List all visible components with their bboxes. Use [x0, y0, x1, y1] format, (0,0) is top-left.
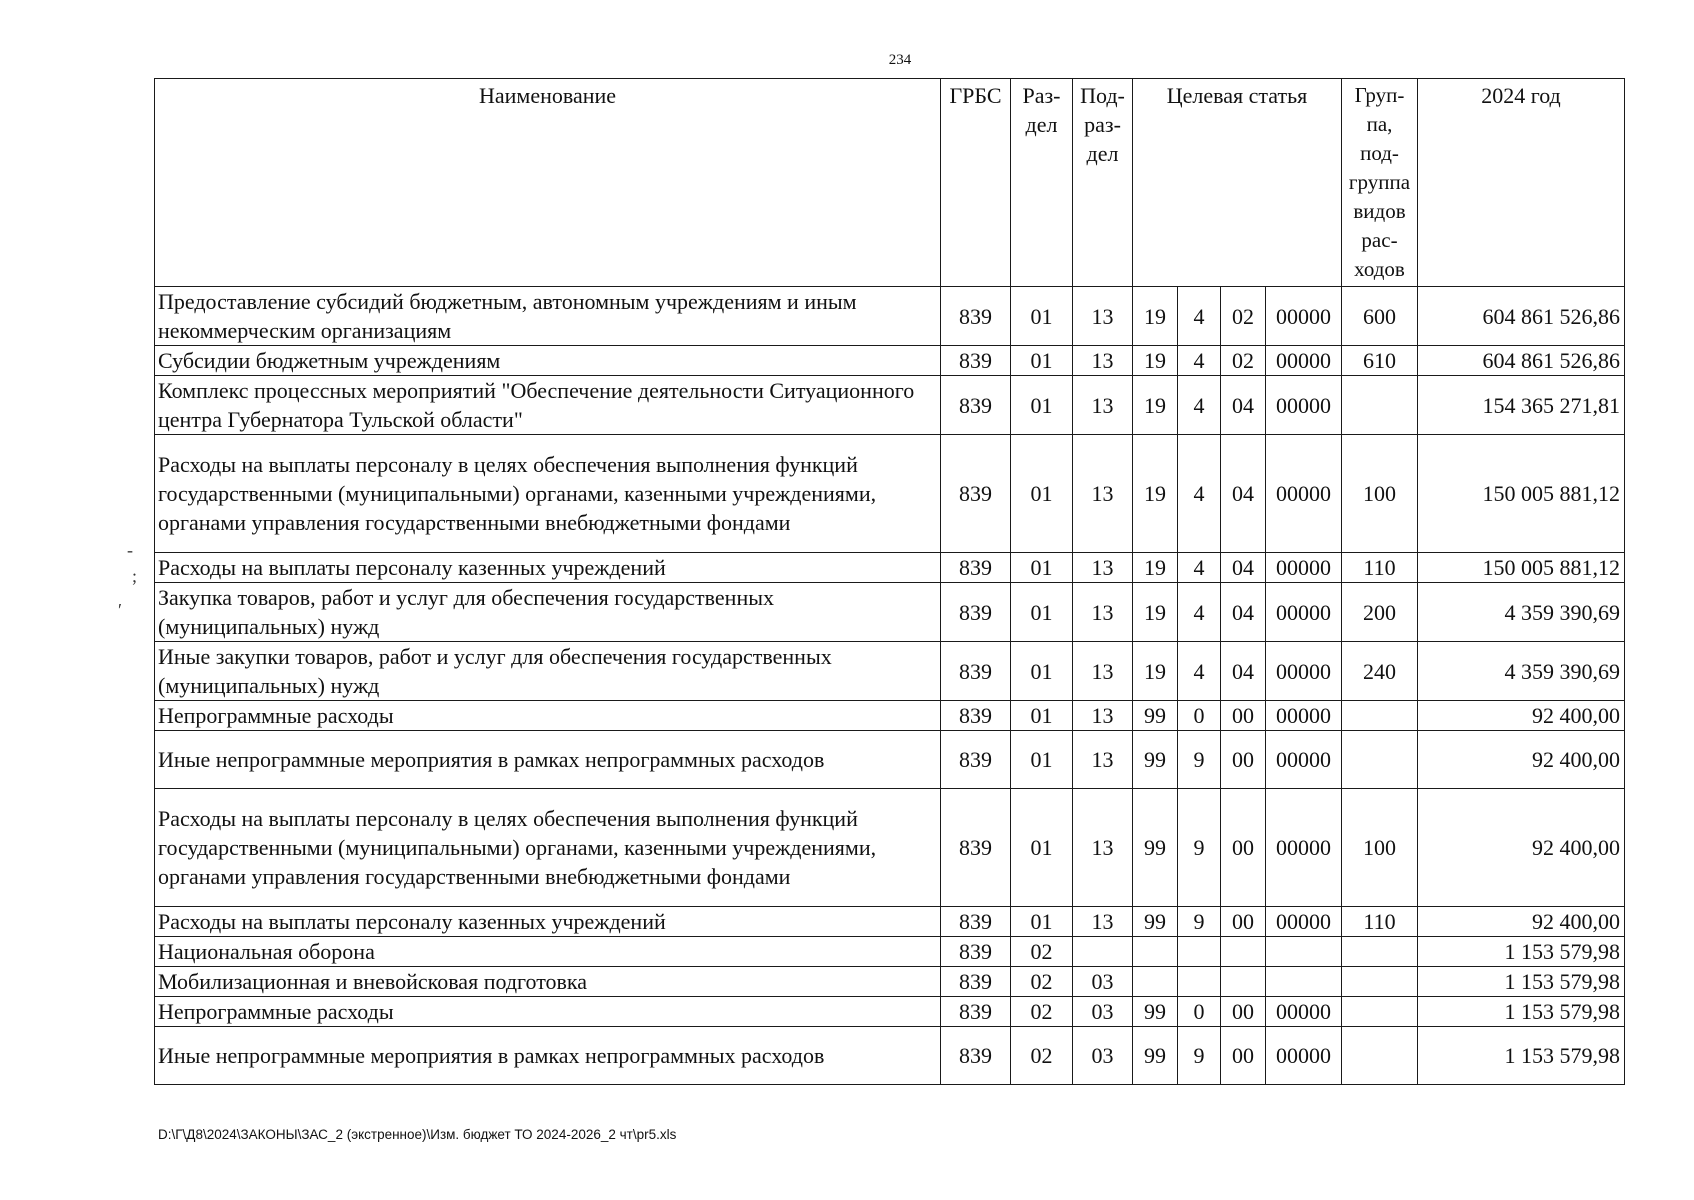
header-podrazdel: Под- раз- дел — [1073, 79, 1133, 287]
row-podrazdel: 13 — [1073, 346, 1133, 376]
row-target-program: 99 — [1133, 1027, 1178, 1085]
row-target-subprogram: 00 — [1221, 731, 1266, 789]
header-name: Наименование — [155, 79, 941, 287]
row-grbs: 839 — [941, 376, 1011, 435]
row-target-subprogram: 04 — [1221, 642, 1266, 701]
row-podrazdel: 13 — [1073, 287, 1133, 346]
row-amount-2024: 4 359 390,69 — [1418, 642, 1625, 701]
row-target-subprogram: 04 — [1221, 435, 1266, 553]
row-amount-2024: 150 005 881,12 — [1418, 435, 1625, 553]
table-row — [155, 583, 1625, 642]
row-name: Расходы на выплаты персоналу казенных учреждений — [155, 553, 941, 583]
table-header-row — [155, 79, 1625, 287]
row-amount-2024: 1 153 579,98 — [1418, 997, 1625, 1027]
row-amount-2024: 604 861 526,86 — [1418, 287, 1625, 346]
table-row — [155, 789, 1625, 907]
row-grbs: 839 — [941, 701, 1011, 731]
row-expense-group: 110 — [1342, 553, 1418, 583]
row-podrazdel — [1073, 937, 1133, 967]
row-target-subprogram: 02 — [1221, 346, 1266, 376]
row-name: Иные непрограммные мероприятия в рамках непрограммных расходов — [155, 1027, 941, 1085]
row-target-type — [1178, 937, 1221, 967]
row-target-subprogram — [1221, 967, 1266, 997]
row-target-type: 4 — [1178, 435, 1221, 553]
row-name: Предоставление субсидий бюджетным, автономным учреждениям и иным некоммерческим организациям — [155, 287, 941, 346]
row-expense-group: 240 — [1342, 642, 1418, 701]
row-target-program: 99 — [1133, 789, 1178, 907]
row-grbs: 839 — [941, 553, 1011, 583]
row-grbs: 839 — [941, 907, 1011, 937]
row-grbs: 839 — [941, 967, 1011, 997]
table-row — [155, 287, 1625, 346]
row-podrazdel: 13 — [1073, 907, 1133, 937]
row-target-type: 9 — [1178, 907, 1221, 937]
row-target-direction: 00000 — [1266, 553, 1342, 583]
row-target-program: 19 — [1133, 583, 1178, 642]
row-podrazdel: 13 — [1073, 701, 1133, 731]
row-target-type: 4 — [1178, 287, 1221, 346]
header-grbs: ГРБС — [941, 79, 1011, 287]
row-target-direction: 00000 — [1266, 997, 1342, 1027]
row-target-subprogram: 00 — [1221, 997, 1266, 1027]
row-podrazdel: 13 — [1073, 583, 1133, 642]
row-amount-2024: 604 861 526,86 — [1418, 346, 1625, 376]
row-name: Расходы на выплаты персоналу в целях обеспечения выполнения функций государственными (муниципальными) органами, казенными учреждениями, органами управления государственными внебюджетными фондами — [155, 435, 941, 553]
row-target-program: 19 — [1133, 376, 1178, 435]
row-expense-group: 200 — [1342, 583, 1418, 642]
row-razdel: 01 — [1011, 376, 1073, 435]
row-razdel: 01 — [1011, 346, 1073, 376]
row-target-direction: 00000 — [1266, 789, 1342, 907]
row-target-direction — [1266, 967, 1342, 997]
row-expense-group — [1342, 1027, 1418, 1085]
row-expense-group: 100 — [1342, 789, 1418, 907]
header-target: Целевая статья — [1133, 79, 1342, 287]
row-amount-2024: 1 153 579,98 — [1418, 937, 1625, 967]
row-razdel: 01 — [1011, 287, 1073, 346]
row-target-direction: 00000 — [1266, 287, 1342, 346]
row-grbs: 839 — [941, 731, 1011, 789]
table-row — [155, 553, 1625, 583]
row-target-type: 0 — [1178, 701, 1221, 731]
row-target-type: 9 — [1178, 1027, 1221, 1085]
row-razdel: 02 — [1011, 1027, 1073, 1085]
row-amount-2024: 92 400,00 — [1418, 907, 1625, 937]
row-podrazdel: 03 — [1073, 1027, 1133, 1085]
row-target-program: 19 — [1133, 287, 1178, 346]
row-target-type — [1178, 967, 1221, 997]
row-target-type: 0 — [1178, 997, 1221, 1027]
row-amount-2024: 92 400,00 — [1418, 731, 1625, 789]
row-podrazdel: 13 — [1073, 789, 1133, 907]
row-name: Мобилизационная и вневойсковая подготовка — [155, 967, 941, 997]
row-name: Иные непрограммные мероприятия в рамках непрограммных расходов — [155, 731, 941, 789]
row-grbs: 839 — [941, 346, 1011, 376]
row-razdel: 01 — [1011, 907, 1073, 937]
row-target-direction: 00000 — [1266, 1027, 1342, 1085]
row-target-type: 4 — [1178, 583, 1221, 642]
row-amount-2024: 150 005 881,12 — [1418, 553, 1625, 583]
row-target-type: 4 — [1178, 642, 1221, 701]
row-target-subprogram: 00 — [1221, 789, 1266, 907]
row-name: Иные закупки товаров, работ и услуг для обеспечения государственных (муниципальных) нужд — [155, 642, 941, 701]
row-grbs: 839 — [941, 583, 1011, 642]
table-row — [155, 701, 1625, 731]
row-razdel: 02 — [1011, 967, 1073, 997]
row-grbs: 839 — [941, 937, 1011, 967]
row-razdel: 01 — [1011, 701, 1073, 731]
table-row — [155, 435, 1625, 553]
table-body — [155, 287, 1625, 1085]
row-target-subprogram: 04 — [1221, 376, 1266, 435]
row-target-program: 19 — [1133, 642, 1178, 701]
row-amount-2024: 92 400,00 — [1418, 789, 1625, 907]
row-grbs: 839 — [941, 642, 1011, 701]
row-name: Комплекс процессных мероприятий "Обеспечение деятельности Ситуационного центра Губернатора Тульской области" — [155, 376, 941, 435]
margin-mark: ′ — [118, 600, 122, 620]
row-target-type: 4 — [1178, 346, 1221, 376]
row-target-program: 99 — [1133, 907, 1178, 937]
footer-file-path: D:\Г\Д8\2024\ЗАКОНЫ\ЗАС_2 (экстренное)\Изм. бюджет ТО 2024-2026_2 чт\pr5.xls — [158, 1127, 677, 1142]
row-target-subprogram: 00 — [1221, 701, 1266, 731]
row-amount-2024: 154 365 271,81 — [1418, 376, 1625, 435]
row-target-type: 9 — [1178, 731, 1221, 789]
row-target-program — [1133, 967, 1178, 997]
row-target-program — [1133, 937, 1178, 967]
header-razdel: Раз- дел — [1011, 79, 1073, 287]
row-target-subprogram: 02 — [1221, 287, 1266, 346]
table-row — [155, 997, 1625, 1027]
page-number: 234 — [888, 52, 912, 68]
row-razdel: 01 — [1011, 642, 1073, 701]
row-expense-group — [1342, 701, 1418, 731]
table-row — [155, 967, 1625, 997]
row-target-direction: 00000 — [1266, 346, 1342, 376]
row-expense-group: 600 — [1342, 287, 1418, 346]
row-target-subprogram: 00 — [1221, 907, 1266, 937]
row-podrazdel: 13 — [1073, 376, 1133, 435]
row-target-subprogram: 04 — [1221, 553, 1266, 583]
row-expense-group — [1342, 937, 1418, 967]
table-row — [155, 376, 1625, 435]
row-target-subprogram: 04 — [1221, 583, 1266, 642]
table-row — [155, 346, 1625, 376]
row-expense-group — [1342, 967, 1418, 997]
row-target-subprogram: 00 — [1221, 1027, 1266, 1085]
row-razdel: 02 — [1011, 937, 1073, 967]
row-amount-2024: 92 400,00 — [1418, 701, 1625, 731]
budget-table — [154, 78, 1625, 1085]
row-target-direction — [1266, 937, 1342, 967]
row-name: Расходы на выплаты персоналу в целях обеспечения выполнения функций государственными (муниципальными) органами, казенными учреждениями, органами управления государственными внебюджетными фондами — [155, 789, 941, 907]
row-grbs: 839 — [941, 435, 1011, 553]
row-target-direction: 00000 — [1266, 642, 1342, 701]
row-razdel: 01 — [1011, 435, 1073, 553]
row-amount-2024: 4 359 390,69 — [1418, 583, 1625, 642]
row-amount-2024: 1 153 579,98 — [1418, 967, 1625, 997]
row-podrazdel: 13 — [1073, 731, 1133, 789]
row-target-program: 99 — [1133, 701, 1178, 731]
row-razdel: 01 — [1011, 731, 1073, 789]
row-target-direction: 00000 — [1266, 731, 1342, 789]
row-target-subprogram — [1221, 937, 1266, 967]
row-razdel: 02 — [1011, 997, 1073, 1027]
row-target-type: 4 — [1178, 376, 1221, 435]
row-expense-group — [1342, 376, 1418, 435]
row-expense-group: 100 — [1342, 435, 1418, 553]
row-target-direction: 00000 — [1266, 701, 1342, 731]
row-name: Непрограммные расходы — [155, 997, 941, 1027]
table-row — [155, 907, 1625, 937]
row-name: Расходы на выплаты персоналу казенных учреждений — [155, 907, 941, 937]
row-grbs: 839 — [941, 997, 1011, 1027]
table-row — [155, 937, 1625, 967]
row-name: Национальная оборона — [155, 937, 941, 967]
row-target-direction: 00000 — [1266, 376, 1342, 435]
row-expense-group: 110 — [1342, 907, 1418, 937]
table-row — [155, 642, 1625, 701]
header-group: Груп- па, под- группа видов рас- ходов — [1342, 79, 1418, 287]
row-grbs: 839 — [941, 1027, 1011, 1085]
row-name: Непрограммные расходы — [155, 701, 941, 731]
row-grbs: 839 — [941, 287, 1011, 346]
row-grbs: 839 — [941, 789, 1011, 907]
row-podrazdel: 03 — [1073, 997, 1133, 1027]
row-target-program: 19 — [1133, 346, 1178, 376]
row-target-program: 19 — [1133, 435, 1178, 553]
row-expense-group: 610 — [1342, 346, 1418, 376]
row-podrazdel: 03 — [1073, 967, 1133, 997]
header-amount: 2024 год — [1418, 79, 1625, 287]
row-expense-group — [1342, 731, 1418, 789]
row-name: Закупка товаров, работ и услуг для обеспечения государственных (муниципальных) нужд — [155, 583, 941, 642]
row-target-program: 19 — [1133, 553, 1178, 583]
row-amount-2024: 1 153 579,98 — [1418, 1027, 1625, 1085]
row-target-direction: 00000 — [1266, 907, 1342, 937]
row-razdel: 01 — [1011, 553, 1073, 583]
row-name: Субсидии бюджетным учреждениям — [155, 346, 941, 376]
row-expense-group — [1342, 997, 1418, 1027]
row-podrazdel: 13 — [1073, 435, 1133, 553]
margin-mark: ; — [132, 566, 138, 586]
row-target-direction: 00000 — [1266, 435, 1342, 553]
row-razdel: 01 — [1011, 789, 1073, 907]
row-razdel: 01 — [1011, 583, 1073, 642]
table-row — [155, 731, 1625, 789]
margin-mark: ‑ — [127, 540, 133, 560]
row-podrazdel: 13 — [1073, 642, 1133, 701]
row-podrazdel: 13 — [1073, 553, 1133, 583]
row-target-program: 99 — [1133, 731, 1178, 789]
row-target-type: 4 — [1178, 553, 1221, 583]
row-target-direction: 00000 — [1266, 583, 1342, 642]
table-row — [155, 1027, 1625, 1085]
row-target-type: 9 — [1178, 789, 1221, 907]
row-target-program: 99 — [1133, 997, 1178, 1027]
